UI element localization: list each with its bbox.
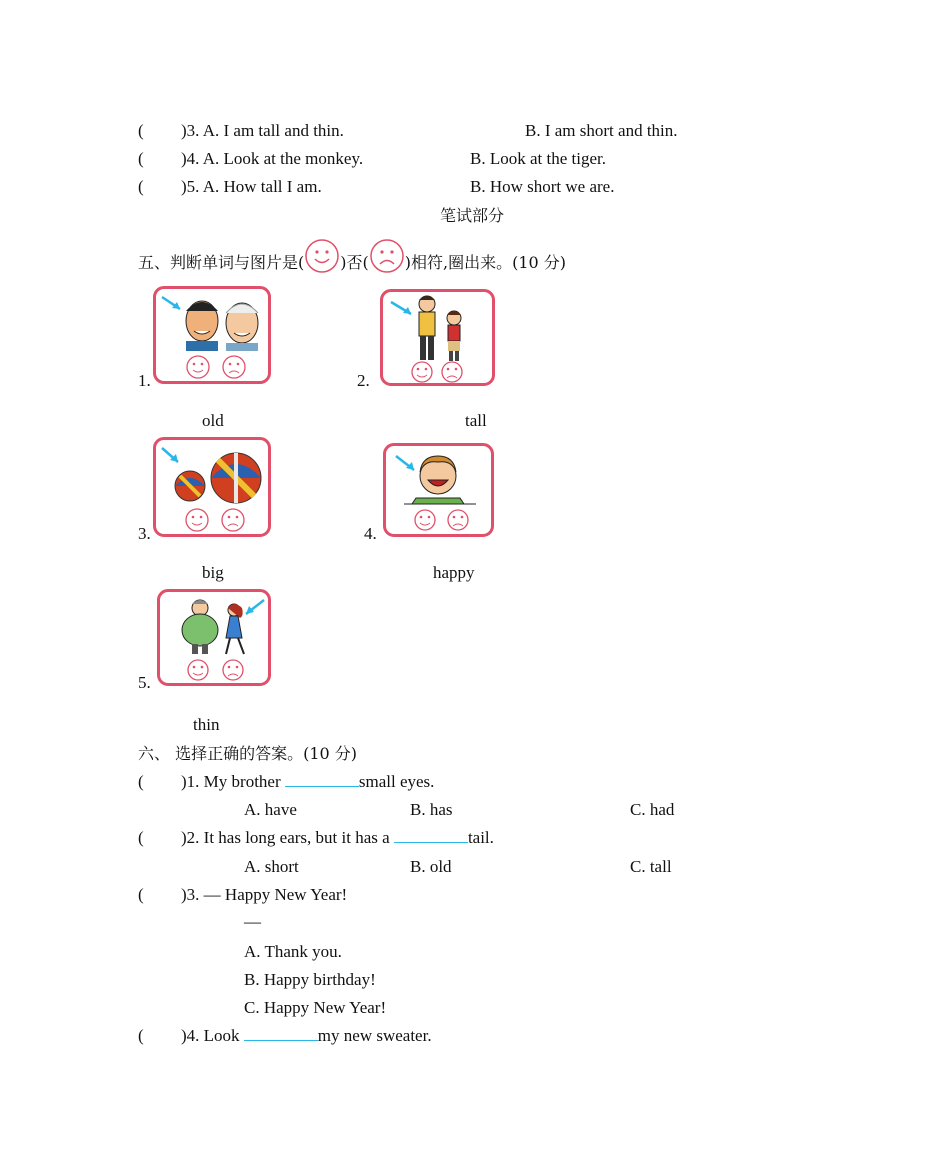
word-label: big	[202, 563, 224, 582]
question-1	[181, 772, 434, 792]
item-number: 1.	[138, 371, 151, 390]
word-label: tall	[465, 411, 487, 430]
item-number: 5.	[138, 673, 151, 692]
option-a[interactable]: A. short	[244, 857, 299, 876]
answer-blank[interactable]	[244, 1026, 318, 1041]
section5-title-c: )相符,圈出来。(10 分)	[404, 253, 567, 272]
picture-thin-woman	[157, 589, 271, 686]
section5-title-b: )否(	[340, 253, 369, 272]
frowning-face-icon[interactable]	[156, 289, 268, 381]
listening-item-5-a: )5. A. How tall I am.	[181, 177, 322, 196]
frowning-face-icon	[369, 238, 405, 274]
question-text: )2. It has long ears, but it has a	[181, 828, 394, 847]
picture-big-ball	[153, 437, 271, 537]
written-heading: 笔试部分	[440, 206, 505, 225]
word-label: old	[202, 411, 224, 430]
question-text: tail.	[467, 828, 494, 847]
listening-item-4-a: )4. A. Look at the monkey.	[181, 149, 364, 168]
item-number: 2.	[357, 371, 370, 390]
picture-tall-man	[380, 289, 495, 386]
paren[interactable]: (	[138, 1026, 144, 1045]
question-text: )4. Look	[181, 1026, 244, 1045]
picture-old-men	[153, 286, 271, 384]
option-a[interactable]: A. have	[244, 800, 297, 819]
option-c[interactable]: C. tall	[630, 857, 672, 876]
question-text: small eyes.	[358, 772, 435, 791]
option-b[interactable]: B. old	[410, 857, 452, 876]
section5-title-a: 五、判断单词与图片是(	[138, 253, 305, 272]
paren[interactable]: (	[138, 121, 144, 140]
item-number: 4.	[364, 524, 377, 543]
question-3: )3. — Happy New Year!	[181, 885, 348, 904]
frowning-face-icon[interactable]	[386, 446, 491, 534]
answer-blank[interactable]	[285, 772, 359, 787]
listening-item-5-b: B. How short we are.	[470, 177, 615, 196]
frowning-face-icon[interactable]	[156, 440, 268, 534]
picture-happy-boy	[383, 443, 494, 537]
option-c[interactable]: C. Happy New Year!	[244, 998, 387, 1017]
frowning-face-icon[interactable]	[383, 292, 492, 383]
paren[interactable]: (	[138, 177, 144, 196]
word-label: thin	[193, 715, 220, 734]
item-number: 3.	[138, 524, 151, 543]
response-dash: —	[244, 912, 261, 931]
question-2	[181, 828, 494, 848]
listening-item-3-b: B. I am short and thin.	[525, 121, 678, 140]
paren[interactable]: (	[138, 772, 144, 791]
option-b[interactable]: B. has	[410, 800, 453, 819]
smiley-face-icon	[304, 238, 340, 274]
paren[interactable]: (	[138, 149, 144, 168]
section6-title: 六、 选择正确的答案。(10 分)	[138, 744, 358, 763]
paren[interactable]: (	[138, 885, 144, 904]
listening-item-3-a: )3. A. I am tall and thin.	[181, 121, 344, 140]
paren[interactable]: (	[138, 828, 144, 847]
option-c[interactable]: C. had	[630, 800, 675, 819]
word-label: happy	[433, 563, 475, 582]
question-text: )1. My brother	[181, 772, 285, 791]
frowning-face-icon[interactable]	[160, 592, 268, 683]
listening-item-4-b: B. Look at the tiger.	[470, 149, 606, 168]
question-text: my new sweater.	[317, 1026, 432, 1045]
section5-title	[138, 238, 566, 278]
question-4	[181, 1026, 432, 1046]
option-b[interactable]: B. Happy birthday!	[244, 970, 376, 989]
option-a[interactable]: A. Thank you.	[244, 942, 342, 961]
answer-blank[interactable]	[394, 828, 468, 843]
